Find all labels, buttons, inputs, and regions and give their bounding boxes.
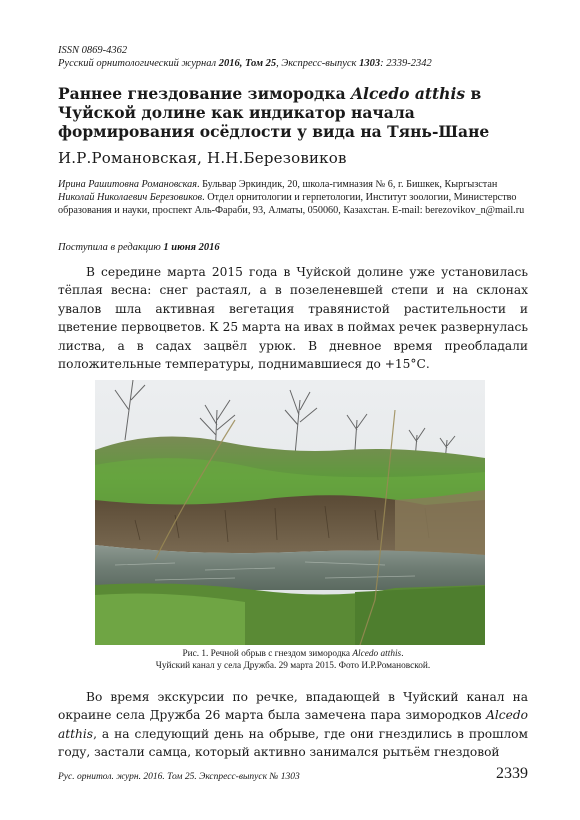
author-2-name: Николай Николаевич Березовиков (58, 192, 203, 204)
figure-photo (95, 380, 485, 645)
affiliation-author-2 (58, 191, 528, 217)
footer-journal-citation: Рус. орнитол. журн. 2016. Том 25. Экспресс-выпуск № 1303 (58, 772, 300, 782)
author-1-name: Ирина Рашитовна Романовская (58, 179, 197, 190)
figure-caption (58, 648, 528, 672)
journal-issue-number: 1303 (359, 58, 381, 69)
received-label: Поступила в редакцию (58, 242, 164, 253)
article-title (58, 84, 528, 141)
journal-header (58, 44, 528, 70)
received-date-line (58, 241, 528, 254)
caption-line-2: Чуйский канал у села Дружба. 29 марта 2015. Фото И.Р.Романовской. (155, 661, 431, 671)
affiliation-author-1 (58, 178, 528, 191)
body-paragraph-2 (58, 688, 528, 762)
caption-line-1 (58, 648, 528, 660)
author-1-address: . Бульвар Эркиндик, 20, школа-гимназия № 6, г. Бишкек, Кыргызстан (196, 179, 498, 190)
river-bank-photo (95, 380, 485, 645)
journal-pages: : 2339-2342 (380, 58, 432, 69)
title-part-2: в Чуйской долине как индикатор начала формирования осёдлости у вида на Тянь-Шане (58, 84, 490, 141)
caption-species: Alcedo atthis (352, 649, 402, 659)
journal-citation-line (58, 57, 528, 70)
title-species: Alcedo atthis (351, 84, 466, 103)
received-date: 1 июня 2016 (163, 242, 220, 253)
issn-line: ISSN 0869-4362 (58, 45, 128, 56)
title-part-1: Раннее гнездование зимородка (58, 84, 352, 103)
paragraph-2-start: Во время экскурсии по речке, впадающей в Чуйский канал на окраине села Дружба 26 марта была замечена пара зимородков (58, 690, 528, 723)
paragraph-2-end: , а на следующий день на обрыве, где они гнездились в прошлом году, застали самца, который активно занимался рытьём гнездовой (58, 726, 528, 760)
journal-name: Русский орнитологический журнал (58, 58, 217, 69)
page-number: 2339 (496, 765, 528, 782)
article-authors: И.Р.Романовская, Н.Н.Березовиков (58, 149, 347, 167)
paragraph-2-species: Alcedo atthis (58, 708, 528, 741)
author-2-address: . Отдел орнитологии и герпетологии, Институт зоологии, Министерство образования и науки, проспект Аль-Фараби, 93, Алматы, 050060, Казахстан. E-mail: berezovikov_n@mail.ru (58, 192, 525, 217)
journal-year-volume: 2016, Том 25 (218, 58, 277, 69)
body-paragraph-1 (58, 263, 528, 373)
journal-issue-label: , Экспресс-выпуск (276, 58, 357, 69)
caption-suffix: . (401, 649, 404, 659)
paragraph-1-text: В середине марта 2015 года в Чуйской долине уже установилась тёплая весна: снег растаял, а в позеленевшей степи и на склонах увалов шла активная вегетация травянистой растительности и цветение первоцветов. К 25 марта на ивах в поймах речек развернулась листва, а в садах зацвёл урюк. В дневное время преобладали положительные температуры, поднимавшиеся до +15°С. (58, 265, 528, 372)
caption-prefix: Рис. 1. Речной обрыв с гнездом зимородка (182, 649, 353, 659)
author-affiliations (58, 178, 528, 218)
